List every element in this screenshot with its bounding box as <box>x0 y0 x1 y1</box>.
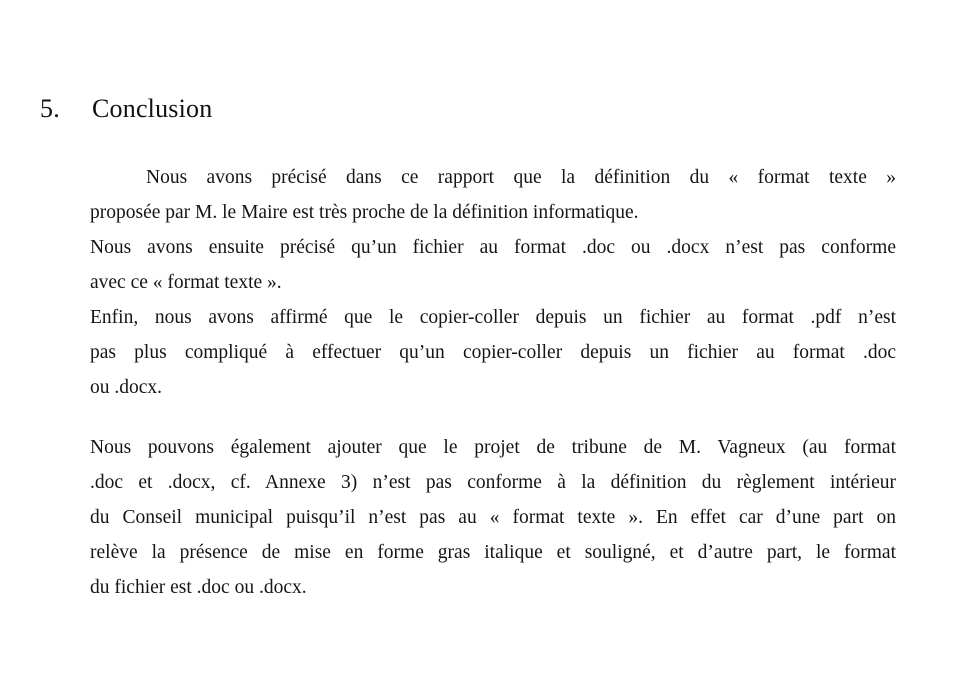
paragraph-line: pas plus compliqué à effectuer qu’un copier-coller depuis un fichier au format .doc <box>90 342 896 363</box>
paragraph-line-text: Nous avons précisé dans ce rapport que la définition du « format texte » <box>146 167 896 188</box>
paragraph-line: du Conseil municipal puisqu’il n’est pas au « format texte ». En effet car d’une part on <box>90 507 896 528</box>
paragraph-conclusion-addendum <box>90 430 896 605</box>
paragraph-line: Nous pouvons également ajouter que le projet de tribune de M. Vagneux (au format <box>90 437 896 458</box>
paragraph-line: Nous avons ensuite précisé qu’un fichier au format .doc ou .docx n’est pas conforme <box>90 237 896 258</box>
paragraph-line: ou .docx. <box>90 377 163 398</box>
paragraph-conclusion-summary <box>90 160 896 405</box>
section-heading <box>40 93 900 124</box>
paragraph-line <box>90 160 896 195</box>
section-title: Conclusion <box>92 94 213 124</box>
paragraph-line: avec ce « format texte ». <box>90 272 282 293</box>
paragraph-line: relève la présence de mise en forme gras italique et souligné, et d’autre part, le format <box>90 542 896 563</box>
paragraph-line: .doc et .docx, cf. Annexe 3) n’est pas conforme à la définition du règlement intérieur <box>90 472 896 493</box>
paragraph-line: Enfin, nous avons affirmé que le copier-coller depuis un fichier au format .pdf n’est <box>90 307 896 328</box>
section-number: 5. <box>40 94 60 124</box>
paragraph-line: du fichier est .doc ou .docx. <box>90 577 307 598</box>
paragraph-line: proposée par M. le Maire est très proche de la définition informatique. <box>90 202 639 223</box>
